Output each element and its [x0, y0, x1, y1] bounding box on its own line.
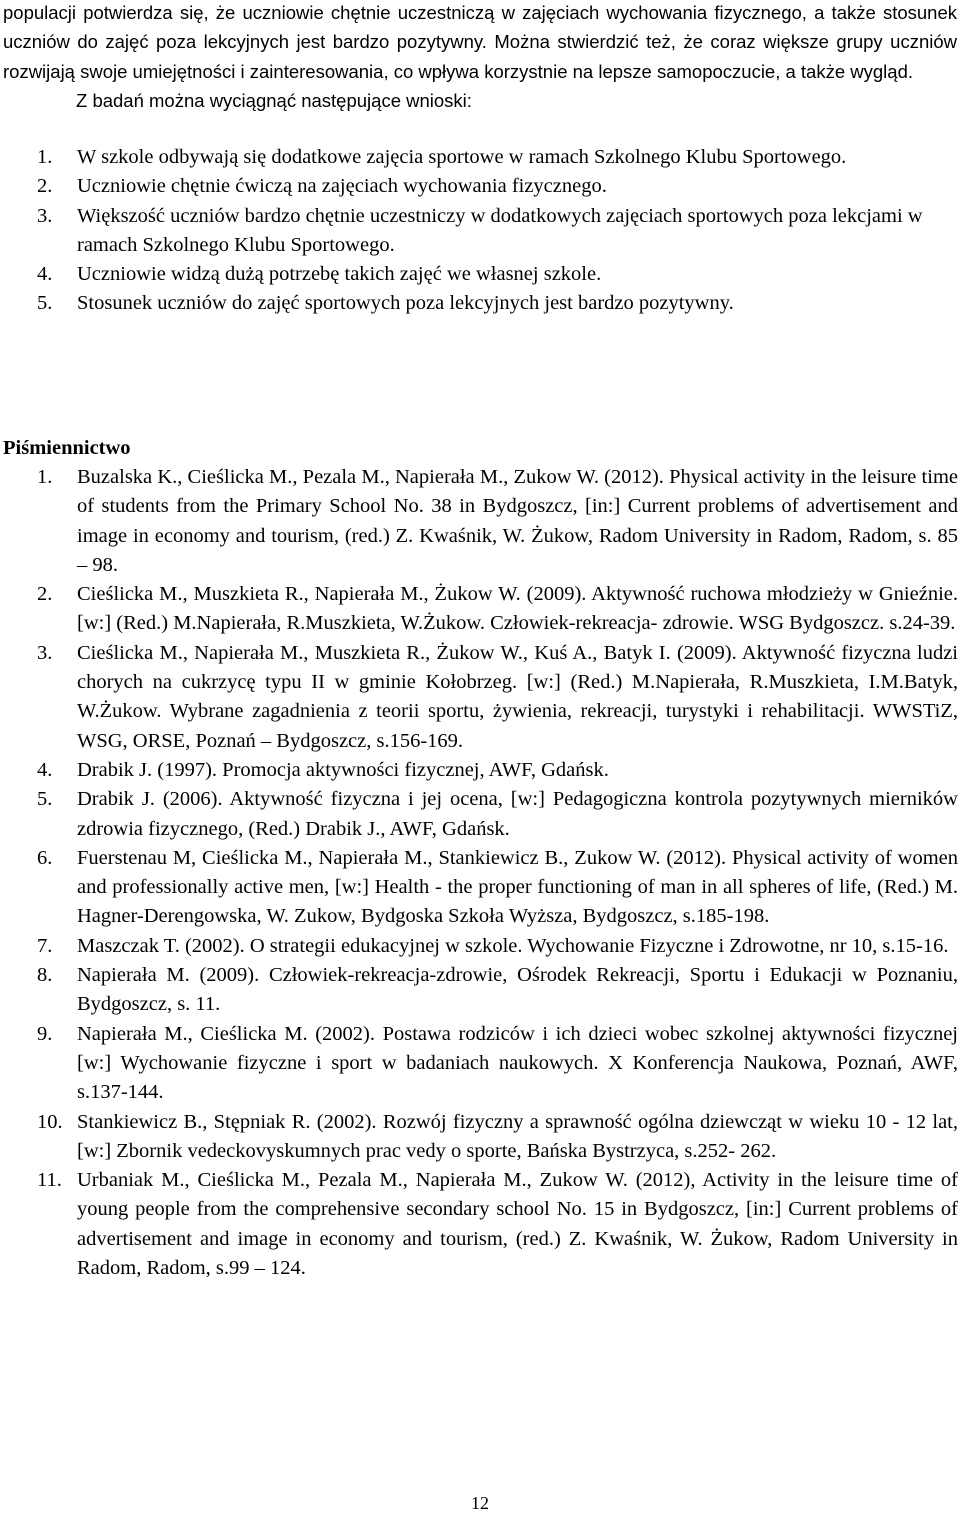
reference-number: 5.: [37, 788, 53, 811]
reference-text: Buzalska K., Cieślicka M., Pezala M., Napierała M., Zukow W. (2012). Physical activity in the leisure time of students from the Primary School No. 38 in Bydgoszcz, [in:] Current problems of advertisement and image in economy and tourism, (red.) Z. Kwaśnik, W. Żukow, Radom University in Radom, Radom, s. 85 – 98.: [77, 466, 958, 576]
reference-number: 3.: [37, 641, 53, 664]
list-item: [37, 289, 957, 318]
reference-number: 1.: [37, 466, 53, 488]
reference-item: [37, 844, 958, 932]
conclusions-intro: Z badań można wyciągnąć następujące wnioski:: [76, 89, 472, 111]
list-item-number: 4.: [37, 263, 53, 286]
reference-number: 8.: [37, 964, 53, 987]
reference-item: [37, 639, 958, 756]
reference-number: 4.: [37, 758, 53, 781]
list-item-number: 2.: [37, 175, 53, 198]
bibliography-heading: Piśmiennictwo: [3, 437, 131, 459]
list-item: [37, 172, 957, 201]
reference-item: [37, 756, 958, 785]
list-item-text: Większość uczniów bardzo chętnie uczestniczy w dodatkowych zajęciach sportowych poza lekcjami w ramach Szkolnego Klubu Sportowego.: [77, 204, 923, 256]
reference-item: [37, 961, 958, 1020]
reference-item: [37, 785, 958, 844]
list-item-text: Stosunek uczniów do zajęć sportowych poza lekcyjnych jest bardzo pozytywny.: [77, 292, 734, 315]
list-item-text: Uczniowie widzą dużą potrzebę takich zajęć we własnej szkole.: [77, 263, 602, 286]
reference-item: [37, 580, 958, 639]
reference-number: 9.: [37, 1022, 53, 1045]
list-item-text: Uczniowie chętnie ćwiczą na zajęciach wychowania fizycznego.: [77, 175, 607, 198]
reference-item: [37, 1020, 958, 1108]
reference-text: Cieślicka M., Muszkieta R., Napierała M., Żukow W. (2009). Aktywność ruchowa młodzieży w Gnieźnie. [w:] (Red.) M.Napierała, R.Muszkieta, W.Żukow. Człowiek-rekreacja- zdrowie. WSG Bydgoszcz. s.24-39.: [77, 583, 958, 635]
reference-item: [37, 463, 958, 580]
reference-number: 6.: [37, 846, 53, 869]
reference-text: Napierała M., Cieślicka M. (2002). Postawa rodziców i ich dzieci wobec szkolnej aktywności fizycznej [w:] Wychowanie fizyczne i sport w badaniach naukowych. X Konferencja Naukowa, Poznań, AWF, s.137-144.: [77, 1022, 958, 1104]
reference-text: Stankiewicz B., Stępniak R. (2002). Rozwój fizyczny a sprawność ogólna dziewcząt w wieku 10 - 12 lat, [w:] Zbornik vedeckovyskumnych prac vedy o sporte, Bańska Bystrzyca, s.252- 262.: [77, 1110, 958, 1162]
reference-text: Urbaniak M., Cieślicka M., Pezala M., Napierała M., Zukow W. (2012), Activity in the leisure time of young people from the comprehensive secondary school No. 15 in Bydgoszcz, [in:] Current problems of advertisement and image in economy and tourism, (red.) Z. Kwaśnik, W. Żukow, Radom University in Radom, Radom, s.99 – 124.: [77, 1169, 958, 1280]
list-item: [37, 202, 957, 261]
bibliography-list: [37, 463, 958, 1283]
intro-section: [3, 0, 957, 115]
reference-item: [37, 1108, 958, 1167]
list-item-number: 3.: [37, 204, 53, 227]
reference-number: 10.: [37, 1110, 63, 1133]
reference-text: Maszczak T. (2002). O strategii edukacyjnej w szkole. Wychowanie Fizyczne i Zdrowotne, nr 10, s.15-16.: [77, 934, 949, 957]
list-item-number: 5.: [37, 292, 53, 315]
reference-number: 2.: [37, 583, 53, 606]
reference-text: Fuerstenau M, Cieślicka M., Napierała M., Stankiewicz B., Zukow W. (2012). Physical activity of women and professionally active men, [w:] Health - the proper functioning of man in all spheres of life, (Red.) M. Hagner-Derengowska, W. Zukow, Bydgoska Szkoła Wyższa, Bydgoszcz, s.185-198.: [77, 846, 958, 928]
reference-item: [37, 1166, 958, 1283]
reference-number: 11.: [37, 1169, 62, 1192]
reference-item: [37, 932, 958, 961]
reference-text: Napierała M. (2009). Człowiek-rekreacja-zdrowie, Ośrodek Rekreacji, Sportu i Edukacji w Poznaniu, Bydgoszcz, s. 11.: [77, 964, 958, 1016]
reference-text: Drabik J. (1997). Promocja aktywności fizycznej, AWF, Gdańsk.: [77, 758, 609, 781]
reference-text: Drabik J. (2006). Aktywność fizyczna i jej ocena, [w:] Pedagogiczna kontrola pozytywnych mierników zdrowia fizycznego, (Red.) Drabik J., AWF, Gdańsk.: [77, 788, 958, 840]
list-item: [37, 260, 957, 289]
page-number: 12: [471, 1493, 489, 1513]
list-item: [37, 143, 957, 172]
list-item-text: W szkole odbywają się dodatkowe zajęcia sportowe w ramach Szkolnego Klubu Sportowego.: [77, 146, 847, 168]
list-item-number: 1.: [37, 146, 53, 168]
conclusions-list: [37, 143, 957, 319]
intro-paragraph: populacji potwierdza się, że uczniowie chętnie uczestniczą w zajęciach wychowania fizycznego, a także stosunek uczniów do zajęć poza lekcyjnych jest bardzo pozytywny. Można stwierdzić też, że coraz większe grupy uczniów rozwijają swoje umiejętności i zainteresowania, co wpływa korzystnie na lepsze samopoczucie, a także wygląd.: [3, 2, 957, 82]
reference-text: Cieślicka M., Napierała M., Muszkieta R., Żukow W., Kuś A., Batyk I. (2009). Aktywność fizyczna ludzi chorych na cukrzycę typu II w gminie Kołobrzeg. [w:] (Red.) M.Napierała, R.Muszkieta, I.M.Batyk, W.Żukow. Wybrane zagadnienia z teorii sportu, żywienia, rekreacji, turystyki i rehabilitacji. WWSTiZ, WSG, ORSE, Poznań – Bydgoszcz, s.156-169.: [77, 641, 958, 752]
reference-number: 7.: [37, 934, 53, 957]
